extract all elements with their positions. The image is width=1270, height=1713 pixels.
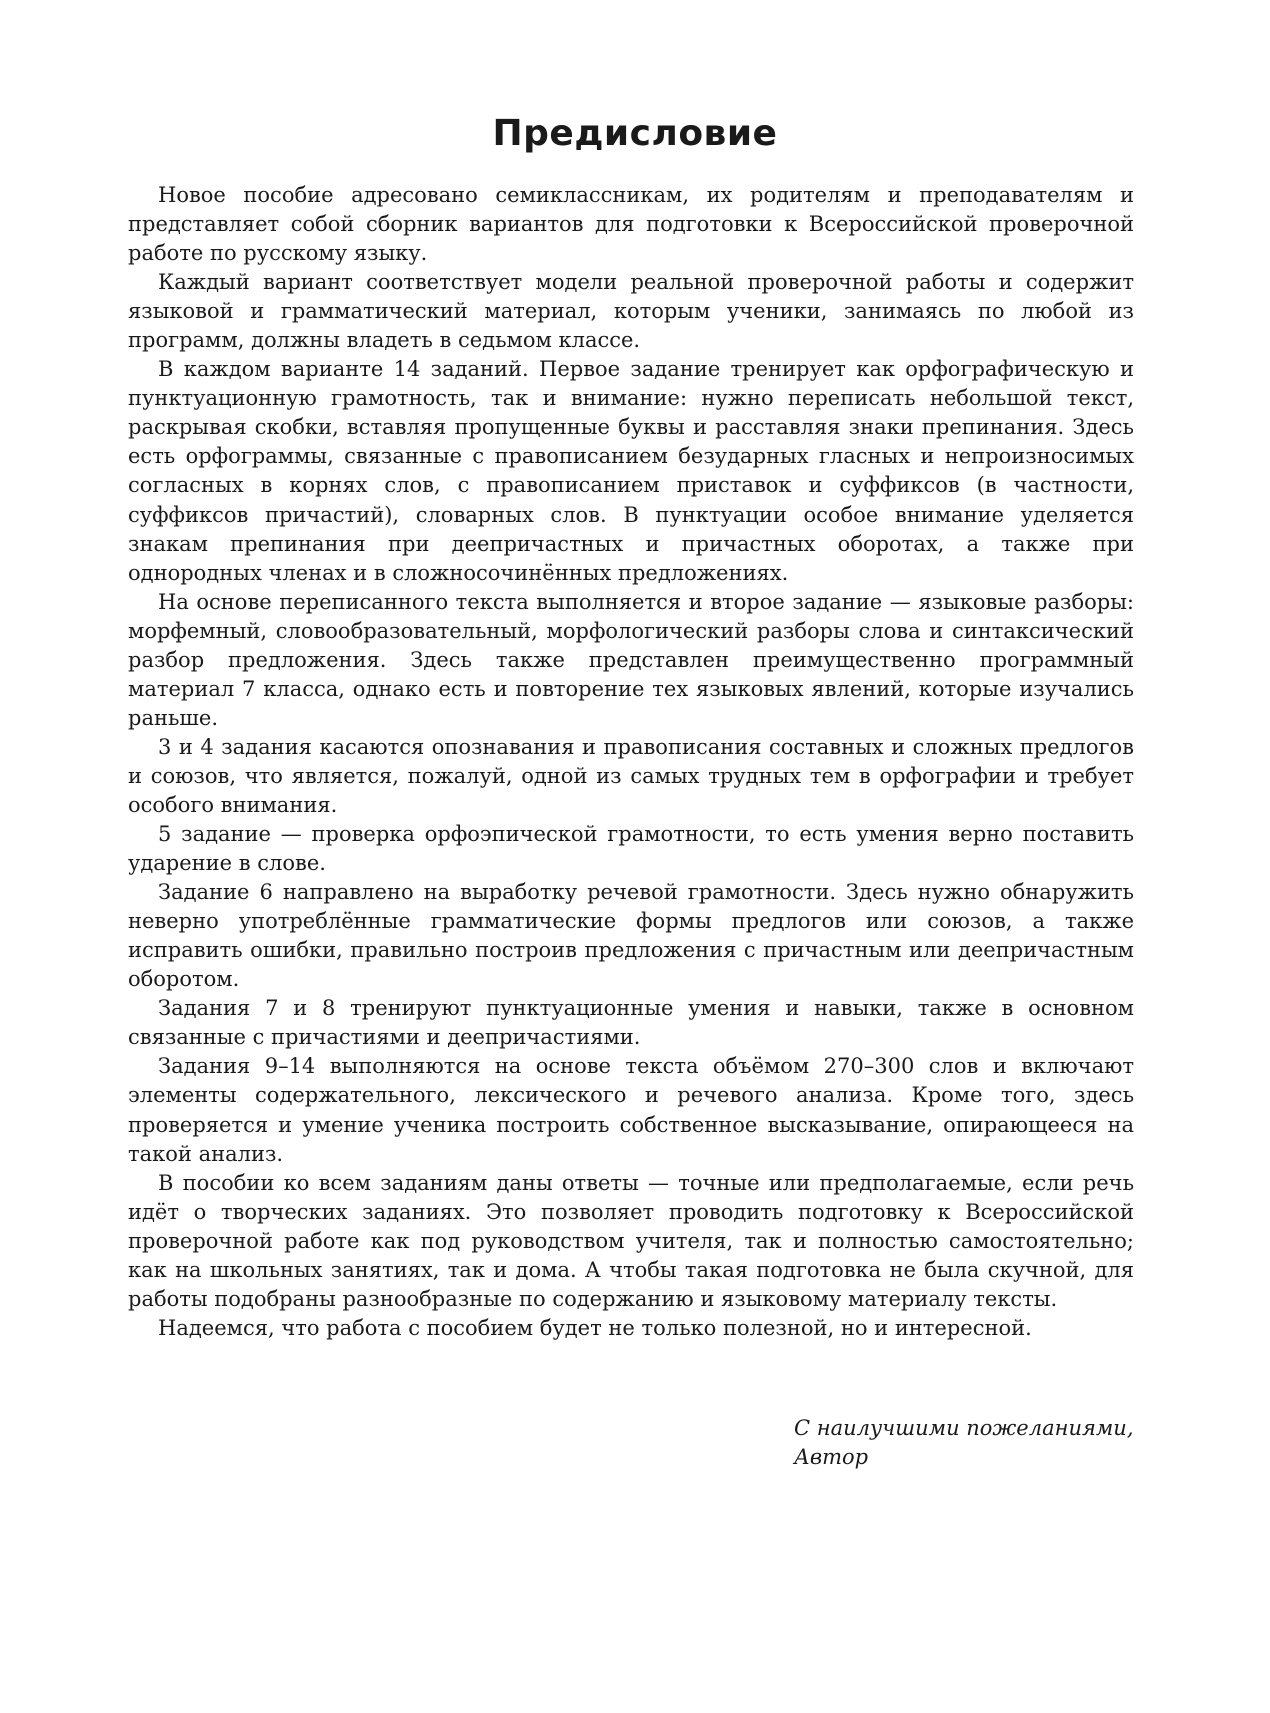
paragraph: Задания 7 и 8 тренируют пунктуационные умения и навыки, также в основном связанные с причастиями и деепричастиями. <box>128 996 1134 1050</box>
paragraph: Новое пособие адресовано семиклассникам, их родителям и преподавателям и представляет собой сборник вариантов для подготовки к Всероссийской проверочной работе по русскому языку. <box>128 183 1134 266</box>
page-title: Предисловие <box>492 113 778 154</box>
paragraph: 5 задание — проверка орфоэпической грамотности, то есть умения верно поставить ударение в слове. <box>128 822 1134 876</box>
signature-greeting: С наилучшими пожеланиями, <box>794 1416 1134 1440</box>
signature-author: Автор <box>794 1445 869 1469</box>
paragraph: На основе переписанного текста выполняется и второе задание — языковые разборы: морфемный, словообразовательный, морфологический разборы слова и синтаксический разбор предложения. Здесь также представлен преимущественно программный материал 7 класса, однако есть и повторение тех языковых явлений, которые изучались раньше. <box>128 589 1134 730</box>
signature <box>794 1414 1134 1472</box>
paragraph: В пособии ко всем заданиям даны ответы — точные или предполагаемые, если речь идёт о творческих заданиях. Это позволяет проводить подготовку к Всероссийской проверочной работе как под руководством учителя, так и полностью самостоятельно; как на школьных занятиях, так и дома. А чтобы такая подготовка не была скучной, для работы подобраны разнообразные по содержанию и языковому материалу тексты. <box>128 1170 1134 1311</box>
paragraph: 3 и 4 задания касаются опознавания и правописания составных и сложных предлогов и союзов, что является, пожалуй, одной из самых трудных тем в орфографии и требует особого внимания. <box>128 734 1134 817</box>
preface-body <box>128 181 1134 1343</box>
paragraph: Задания 9–14 выполняются на основе текста объёмом 270–300 слов и включают элементы содержательного, лексического и речевого анализа. Кроме того, здесь проверяется и умение ученика построить собственное высказывание, опирающееся на такой анализ. <box>128 1054 1134 1166</box>
paragraph: Задание 6 направлено на выработку речевой грамотности. Здесь нужно обнаружить неверно употреблённые грамматические формы предлогов или союзов, а также исправить ошибки, правильно построив предложения с причастным или деепричастным оборотом. <box>128 880 1134 992</box>
paragraph: Надеемся, что работа с пособием будет не только полезной, но и интересной. <box>158 1315 1032 1340</box>
paragraph: Каждый вариант соответствует модели реальной проверочной работы и содержит языковой и грамматический материал, которым ученики, занимаясь по любой из программ, должны владеть в седьмом классе. <box>128 270 1134 353</box>
paragraph: В каждом варианте 14 заданий. Первое задание тренирует как орфографическую и пунктуационную грамотность, так и внимание: нужно переписать небольшой текст, раскрывая скобки, вставляя пропущенные буквы и расставляя знаки препинания. Здесь есть орфограммы, связанные с правописанием безударных гласных и непроизносимых согласных в корнях слов, с правописанием приставок и суффиксов (в частности, суффиксов причастий), словарных слов. В пунктуации особое внимание уделяется знакам препинания при деепричастных и причастных оборотах, а также при однородных членах и в сложносочинённых предложениях. <box>128 357 1134 585</box>
